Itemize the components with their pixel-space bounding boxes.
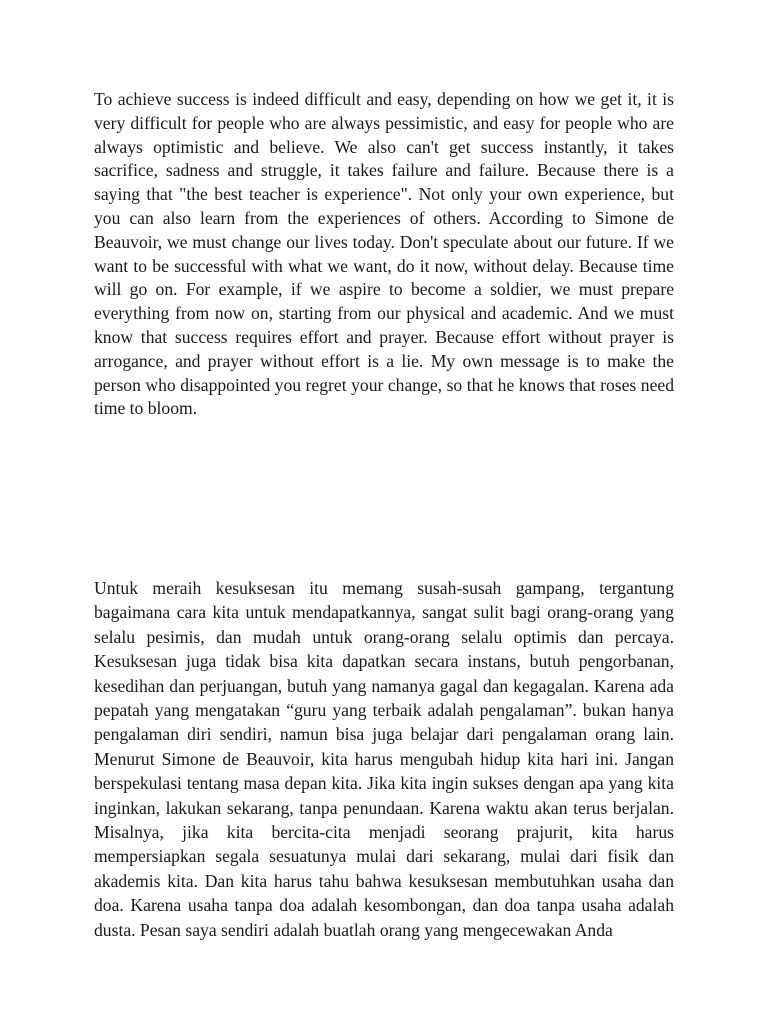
paragraph-indonesian: Untuk meraih kesuksesan itu memang susah-susah gampang, tergantung bagaimana cara kita untuk mendapatkannya, sangat sulit bagi orang-orang yang selalu pesimis, dan mudah untuk orang-orang selalu optimis dan percaya. Kesuksesan juga tidak bisa kita dapatkan secara instans, butuh pengorbanan, kesedihan dan perjuangan, butuh yang namanya gagal dan kegagalan. Karena ada pepatah yang mengatakan “guru yang terbaik adalah pengalaman”. bukan hanya pengalaman diri sendiri, namun bisa juga belajar dari pengalaman orang lain. Menurut Simone de Beauvoir, kita harus mengubah hidup kita hari ini. Jangan berspekulasi tentang masa depan kita. Jika kita ingin sukses dengan apa yang kita inginkan, lakukan sekarang, tanpa penundaan. Karena waktu akan terus berjalan. Misalnya, jika kita bercita-cita menjadi seorang prajurit, kita harus mempersiapkan segala sesuatunya mulai dari sekarang, mulai dari fisik dan akademis kita. Dan kita harus tahu bahwa kesuksesan membutuhkan usaha dan doa. Karena usaha tanpa doa adalah kesombongan, dan doa tanpa usaha adalah dusta. Pesan saya sendiri adalah buatlah orang yang mengecewakan Anda — [94, 578, 674, 940]
paragraph-english: To achieve success is indeed difficult and easy, depending on how we get it, it is very difficult for people who are always pessimistic, and easy for people who are always optimistic and believe. We also can't get success instantly, it takes sacrifice, sadness and struggle, it takes failure and failure. Because there is a saying that "the best teacher is experience". Not only your own experience, but you can also learn from the experiences of others. According to Simone de Beauvoir, we must change our lives today. Don't speculate about our future. If we want to be successful with what we want, do it now, without delay. Because time will go on. For example, if we aspire to become a soldier, we must prepare everything from now on, starting from our physical and academic. And we must know that success requires effort and prayer. Because effort without prayer is arrogance, and prayer without effort is a lie. My own message is to make the person who disappointed you regret your change, so that he knows that roses need time to bloom. — [94, 89, 674, 419]
